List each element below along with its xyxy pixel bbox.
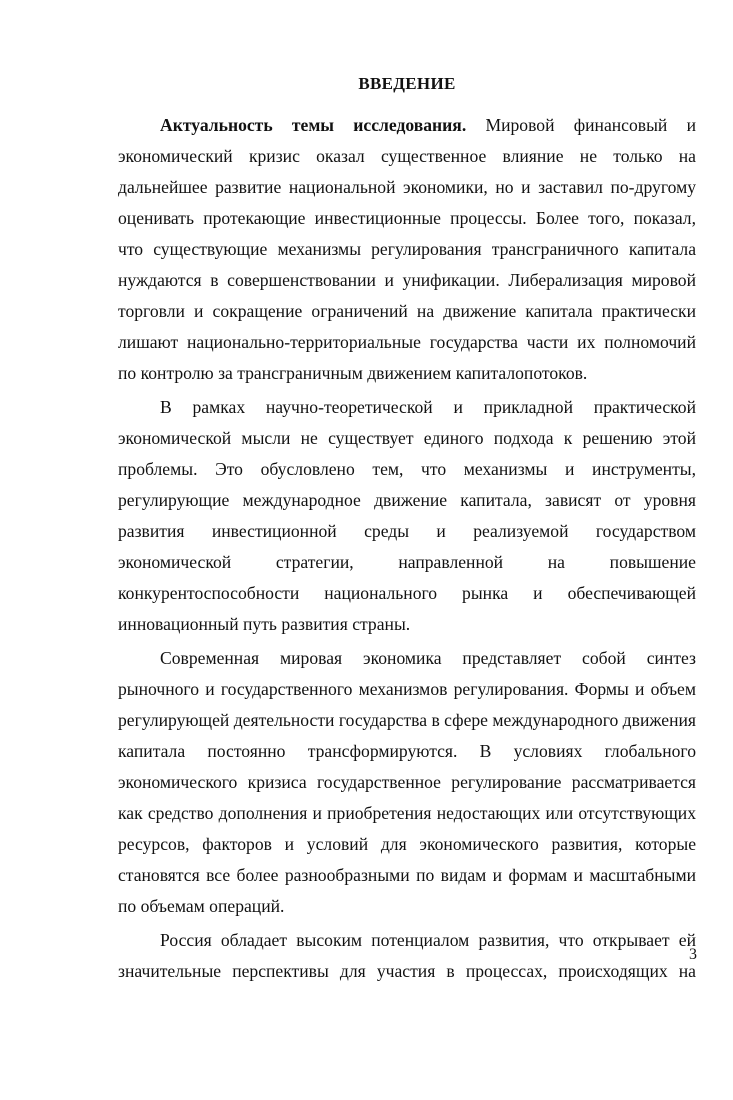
paragraph-text: Мировой финансовый и экономический кризис оказал существенное влияние не только на дальнейшее развитие национальной экономики, но и заставил по-другому оценивать протекающие инвестиционные процессы. Более того, показал, что существующие механизмы регулирования трансграничного капитала нуждаются в совершенствовании и унификации. Либерализация мировой торговли и сокращение ограничений на движение капитала практически лишают национально-территориальные государства части их полномочий по контролю за трансграничным движением капиталопотоков. xyxy=(118,115,696,383)
paragraph-text: Современная мировая экономика представляет собой синтез рыночного и государственного механизмов регулирования. Формы и объем регулирующей деятельности государства в сфере международного движения капитала постоянно трансформируются. В условиях глобального экономического кризиса государственное регулирование рассматривается как средство дополнения и приобретения недостающих или отсутствующих ресурсов, факторов и условий для экономического развития, которые становятся все более разнообразными по видам и формам и масштабными по объемам операций. xyxy=(118,648,697,916)
paragraph-text: Россия обладает высоким потенциалом развития, что открывает ей значительные перспективы для участия в процессах, происходящих на xyxy=(118,930,696,981)
paragraph-4 xyxy=(118,925,696,987)
page-number: 3 xyxy=(689,946,697,963)
paragraph-1 xyxy=(118,110,696,389)
paragraph-text: В рамках научно-теоретической и прикладной практической экономической мысли не существует единого подхода к решению этой проблемы. Это обусловлено тем, что механизмы и инструменты, регулирующие международное движение капитала, зависят от уровня развития инвестиционной среды и реализуемой государством экономической стратегии, направленной на повышение конкурентоспособности национального рынка и обеспечивающей инновационный путь развития страны. xyxy=(118,397,696,634)
paragraph-2 xyxy=(118,392,696,640)
document-page xyxy=(118,70,696,987)
section-heading: ВВЕДЕНИЕ xyxy=(358,74,456,93)
paragraph-3 xyxy=(118,643,696,922)
paragraph-lead: Актуальность темы исследования. xyxy=(160,115,467,135)
